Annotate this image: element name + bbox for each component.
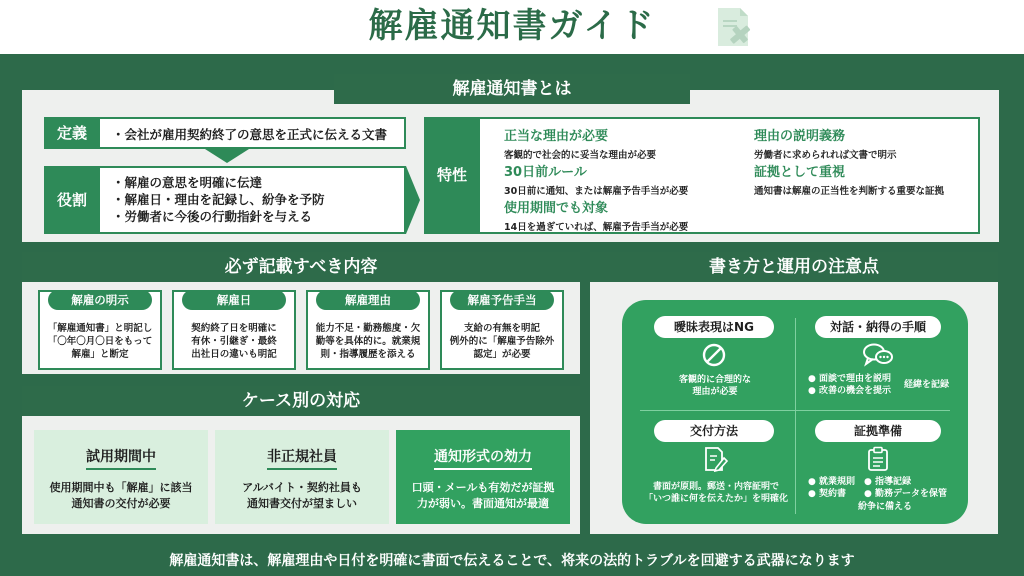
ambiguous-label: 曖昧表現はNG bbox=[654, 316, 774, 338]
case-desc bbox=[34, 480, 208, 512]
features-box bbox=[478, 117, 980, 234]
evidence-bullets-left bbox=[808, 476, 872, 500]
notes-header: 書き方と運用の注意点 bbox=[590, 252, 998, 282]
chat-bubbles-icon bbox=[862, 342, 894, 368]
about-header: 解雇通知書とは bbox=[334, 74, 690, 104]
must-desc-line: 解雇」と断定 bbox=[71, 349, 129, 360]
case-desc-line: 口頭・メールも有効だが証拠 bbox=[411, 481, 555, 494]
case-desc-line: 通知書の交付が必要 bbox=[71, 497, 171, 510]
feature-item bbox=[754, 125, 897, 161]
dialogue-label: 対話・納得の手順 bbox=[815, 316, 941, 338]
down-arrow-icon bbox=[205, 149, 249, 163]
definition-label: 定義 bbox=[44, 117, 100, 149]
note-bullet: 指導記録 bbox=[875, 477, 912, 487]
role-label: 役割 bbox=[44, 166, 100, 234]
divider bbox=[640, 410, 950, 411]
case-desc-line: アルバイト・契約社員も bbox=[242, 481, 362, 494]
note-line: 「いつ誰に何を伝えたか」を明確化 bbox=[643, 494, 788, 504]
note-bullet: 面談で理由を説明 bbox=[819, 374, 892, 384]
feature-item bbox=[504, 125, 656, 161]
feature-desc: 客観的で社会的に妥当な理由が必要 bbox=[504, 150, 657, 161]
must-desc-line: 則・指導履歴を添える bbox=[320, 349, 416, 360]
delivery-desc bbox=[630, 481, 802, 505]
ambiguous-desc bbox=[640, 374, 790, 398]
role-text bbox=[98, 166, 406, 234]
case-desc-line: 使用期間中も「解雇」に該当 bbox=[49, 481, 193, 494]
note-line: ● 面談で理由を説明 bbox=[808, 374, 892, 384]
note-line: ● 契約書 bbox=[808, 489, 847, 499]
must-desc-line: 出社日の違いも明記 bbox=[191, 349, 277, 360]
case-card bbox=[34, 430, 208, 524]
feature-item bbox=[504, 197, 688, 233]
must-desc-line: 勤等を具体的に。就業規 bbox=[315, 336, 421, 347]
feature-title: 理由の説明義務 bbox=[754, 129, 846, 144]
must-label: 解雇の明示 bbox=[48, 290, 152, 310]
feature-desc: 労働者に求められれば文書で明示 bbox=[754, 150, 897, 161]
case-card bbox=[215, 430, 389, 524]
feature-title: 30日前ルール bbox=[504, 165, 587, 180]
must-desc bbox=[306, 322, 430, 361]
must-desc-line: 能力不足・勤務態度・欠 bbox=[315, 323, 421, 334]
case-desc bbox=[215, 480, 389, 512]
feature-title: 使用期間でも対象 bbox=[504, 201, 609, 216]
clipboard-icon bbox=[866, 446, 890, 472]
footer-message: 解雇通知書は、解雇理由や日付を明確に書面で伝えることで、将来の法的トラブルを回避する武器になります bbox=[0, 548, 1024, 576]
features-label: 特性 bbox=[424, 117, 480, 234]
must-include-header: 必ず記載すべき内容 bbox=[22, 252, 580, 282]
page-title: 解雇通知書ガイド bbox=[368, 6, 656, 46]
note-line: ● 勤務データを保管 bbox=[864, 489, 948, 499]
must-desc-line: 有休・引継ぎ・最終 bbox=[191, 336, 277, 347]
must-desc-line: 支給の有無を明記 bbox=[463, 323, 540, 334]
case-title: 非正規社員 bbox=[267, 446, 337, 470]
case-title: 試用期間中 bbox=[86, 446, 156, 470]
feature-title: 正当な理由が必要 bbox=[504, 129, 609, 144]
must-desc-line: 「〇年〇月〇日をもって bbox=[47, 336, 153, 347]
role-line: ・労働者に今後の行動指針を与える bbox=[112, 209, 313, 224]
feature-desc: 30日前に通知、または解雇予告手当が必要 bbox=[504, 186, 689, 197]
dialogue-bullets bbox=[808, 373, 900, 397]
must-label: 解雇理由 bbox=[316, 290, 420, 310]
case-desc-line: 通知書交付が望ましい bbox=[247, 497, 357, 510]
case-card bbox=[396, 430, 570, 524]
must-desc bbox=[440, 322, 564, 361]
note-line: ● 改善の機会を提示 bbox=[808, 386, 892, 396]
must-desc bbox=[38, 322, 162, 361]
definition-text: ・会社が雇用契約終了の意思を正式に伝える文書 bbox=[98, 117, 406, 149]
note-bullet: 就業規則 bbox=[819, 477, 856, 487]
feature-title: 証拠として重視 bbox=[754, 165, 846, 180]
note-line: 書面が原則。郵送・内容証明で bbox=[652, 482, 779, 492]
note-line: 客観的に合理的な bbox=[678, 375, 751, 385]
note-line: ● 就業規則 bbox=[808, 477, 856, 487]
must-desc bbox=[172, 322, 296, 361]
note-bullet: 改善の機会を提示 bbox=[819, 386, 892, 396]
note-bullet: 勤務データを保管 bbox=[875, 489, 948, 499]
case-desc bbox=[396, 480, 570, 512]
evidence-label: 証拠準備 bbox=[815, 420, 941, 442]
feature-item bbox=[504, 161, 688, 197]
case-desc-line: 力が弱い。書面通知が最適 bbox=[417, 497, 549, 510]
dialogue-extra: 経緯を記録 bbox=[904, 380, 950, 390]
evidence-extra: 紛争に備える bbox=[857, 502, 912, 512]
delivery-label: 交付方法 bbox=[654, 420, 774, 442]
feature-item bbox=[754, 161, 944, 197]
role-line: ・解雇の意思を明確に伝達 bbox=[112, 175, 263, 190]
note-line: ● 指導記録 bbox=[864, 477, 912, 487]
document-gavel-icon bbox=[714, 6, 758, 50]
evidence-bullets-right bbox=[864, 476, 964, 500]
role-line: ・解雇日・理由を記録し、紛争を予防 bbox=[112, 192, 325, 207]
feature-desc: 通知書は解雇の正当性を判断する重要な証拠 bbox=[754, 186, 945, 197]
document-pen-icon bbox=[702, 446, 728, 472]
must-desc-line: 契約終了日を明確に bbox=[191, 323, 277, 334]
must-desc-line: 「解雇通知書」と明記し bbox=[47, 323, 153, 334]
cases-header: ケース別の対応 bbox=[22, 386, 580, 416]
case-title: 通知形式の効力 bbox=[434, 446, 532, 470]
must-desc-line: 例外的に「解雇予告除外 bbox=[449, 336, 555, 347]
right-arrow-icon bbox=[406, 166, 420, 234]
feature-desc: 14日を過ぎていれば、解雇予告手当が必要 bbox=[504, 222, 689, 233]
prohibited-icon bbox=[701, 342, 727, 368]
must-label: 解雇予告手当 bbox=[450, 290, 554, 310]
note-bullet: 契約書 bbox=[819, 489, 847, 499]
note-line: 理由が必要 bbox=[692, 387, 738, 397]
must-label: 解雇日 bbox=[182, 290, 286, 310]
must-desc-line: 認定」が必要 bbox=[473, 349, 531, 360]
